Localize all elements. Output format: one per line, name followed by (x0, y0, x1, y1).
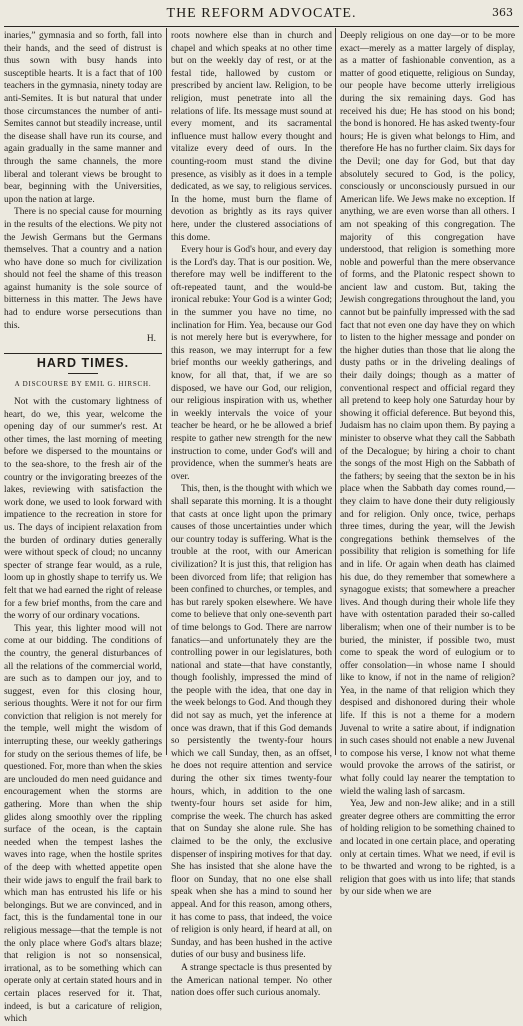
section-divider (4, 353, 162, 354)
column-divider (166, 28, 167, 755)
article-paragraph: inaries,” gymnasia and so forth, fall into their hands, and the seed of distrust is thus sown with busy hands into susceptible hearts. It is a fact that of 100 teachers in the gymnasia, ninety today are anti-Semites. It is but natural that under those circumstances the number of anti-Semites cannot but steadily increase, until the disease shall have run its course, and again gradually in the same manner and through the same channels, the more liberal and tolerant views be brought to bear, beginning with the Universities, upon the nation at large. (4, 31, 162, 205)
column-divider (335, 28, 336, 755)
article-headline: HARD TIMES. (36, 355, 130, 370)
article-paragraph: A strange spectacle is thus presented by the American national temper. No other nation does offer such curious anomaly. (171, 962, 332, 999)
article-paragraph: This year, this lighter mood will not come at our bidding. The conditions of the country, the general disturbances of all the relations of the commercial world, are such as to dampen our joy, and to suggest, even for this closing hour, serious thoughts. Were it not for our firm conviction that religion is not merely for the temple, well might the wisdom of interrupting these, our weekly gatherings for study on the serious themes of life, be questioned. For, more than when the skies are unclouded do men need guidance and encouragement when the storms are gathering. More than when the ship glides along smoothly over the rippling surface of the ocean, is the captain needed when the tempest lashes the waves into rage, when the hostile sprites of the deep with whetted appetite open their wide jaws to engulf the frail bark to which man has entrusted his life or his belongings. But we are convinced, and in fact, this is the fundamental tone in our religious message—that the temple is not the only place where God's altars blaze; that religion is not so nonsensical, irrational, as to be something which can operate only at certain stated hours and in certain places reserved for it. That, indeed, is but a caricature of religion, which (4, 623, 162, 1025)
article-paragraph: Yea, Jew and non-Jew alike; and in a still greater degree others are committing the error of holding religion to be something chained to and located in one certain place, and operating only at certain times. What we need, if evil is to be thwarted and wrong to be righted, is a religion that goes with us into life; that stands by our side when we are (340, 799, 515, 898)
article-paragraph: Deeply religious on one day—or to be more exact—merely as a matter largely of display, as a matter of fashionable convention, as a matter of good etiquette, religious on Sunday, our people have become utterly irreligious during the six remaining days. God has received his due; He has stood on his bond; the bond is honored. He has asked twenty-four hours; He is given what belongs to Him, and therefore He has no further claim. Six days for the Devil; one day for God, but that day absolutely secured to God, is the policy, consciously or unconsciously pursued in our American life. We Jews make no exception. If anything, we are even worse than all others. I am not speaking of this congregation. The majority of this congregation have understood, that religion is something more noble and powerful than the mere observance of forms, and the Platonic respect shown to ancient law and custom. But, taking the Jewish congregations throughout the land, you cannot but be painfully impressed with the sad fact that not even one day have they on which to listen to the higher message and ponder on the higher duties than those that lie along the dusty paths or in the driveling dealings of their daily doings; though as a matter of conventional respect and official regard they all pretend to keep holy one Saturday hour by showing it official deference. But beyond this, Judaism has no claim upon them. By paying a minister to observe what they call the Sabbath of the Decalogue; by hiring a choir to chant the songs of the most High on the Sabbath of the fathers; by seeing that the sexton be in his place when the Sabbath day comes round,—they claim to have done their duty religiously and for religion. Only once, twice, perhaps three times, during the year, will the Jewish congregations bethink themselves of the possibility that religion is something for life and in life. Or again when death has claimed his due, do they remember that somewhere a synagogue exists; that somewhere a preacher lives. And though during their whole life they have with ostentation paraded their so-called liberalism; when one of their number is to be buried, the minister, if possible two, must come to speak the word of eulogium or to offer consolation—in whose name I should like to know, if not in the name of religion? Yea, in the name of that religion which they despised and dishonored during their whole life. If this is not a theme for a modern Juvenal to write a satire about, if indignation in such cases should not enable a new Juvenal to compose his verse, I know not what theme would provoke the arrows of the satirist, or what folly could lay nearer the temptation to wield the waling lash of sarcasm. (340, 31, 515, 797)
article-paragraph: Not with the customary lightness of heart, do we, this year, welcome the opening day of our summer's rest. At other times, the last morning of meeting before we dispersed to the mountains or to the sea-shore, to the fresh air of the country or the invigorating breezes of the lakes, reviewing with satisfaction the work done, we used to look forward with impatience to the recreation in store for us. The days of incipient relaxation from the burden of ordinary duties generally were without speck of cloud; no uncanny specter of strange fear would, as a rule, loom up in ghostly shape to terrify us. We felt that we had earned the right of release for a few brief months, from the care and the worry of our ordinary vocations. (4, 397, 162, 622)
column-1 (4, 30, 162, 1026)
masthead-title: THE REFORM ADVOCATE. (166, 6, 357, 21)
column-3 (340, 30, 515, 899)
page-number: 363 (492, 6, 513, 19)
article-paragraph: This, then, is the thought with which we shall separate this morning. It is a thought that casts at once light upon the primary causes of those uncertainties under which our country today is suffering. What is the trouble at the root, with our American civilization? It is just this, that religion has been divorced from life; that religion has been confined to churches, or temples, and has but rarely spoken elsewhere. We have come to believe that only one-seventh part of time belongs to God. There are narrow fanatics—and unfortunately they are the controlling power in our legislatures, both national and state—that have constantly, though foolishly, impressed the mind of the people with the idea, that one day in the week belongs to God. And though they did not say as much, yet the inference at once was drawn, that if this God demands so persistently the twenty-four hours which we call Sunday, then, as an offset, he does not require attention and service during the other six times twenty-four hours, which, in addition to the one twenty-four hours set aside for him, comprise the week. The church has asked that on Sunday she alone rule. She has claimed to be the only, the exclusive dispenser of inspiring motives for that day. She has insisted that she alone have the floor on Sunday, that no one else shall speak when she has a mind to sound her appeal. And for this reason, among others, it has come to pass, that indeed, the voice of religion is only heard, if heard at all, on Sunday, and has been hushed in the active duties of our busy and business life. (171, 484, 332, 961)
header-rule (4, 26, 519, 27)
author-signature: H. (146, 334, 156, 345)
article-paragraph: Every hour is God's hour, and every day is the Lord's day. That is our position. We, therefore may well be indifferent to the oft-repeated taunt, and the would-be ironical rebuke: Your God is a winter God; in the summer you have no time, no inclination for Him. Yea, because our God is not merely here but is everywhere, for this reason, we may interrupt for a few brief months our weekly gatherings, and know, for all that, that, if we are so disposed, we have our God, our religion, our religious inspiration with us, whether in weekly intervals the voice of your teacher be heard, or he be allowed a brief respite to gather new strength for the new instruction to come, under God's will and providence, when the summer's heats are over. (171, 245, 332, 482)
article-paragraph: roots nowhere else than in church and chapel and which speaks at no other time but on the weekly day of rest, or at the festal tide, hallowed by custom or prescribed by ancient law. Religion, to be religion, must penetrate into all the relations of life. Its message must sound at every moment, and its sacramental influence must hallow every thought and vitalize every deed of ours. In the counting-room must stand the divine presence, as visibly as it does in a temple dedicated, as we say, to religious services. In the home, must burn the flame of devotion as brightly as its rays quiver here, under the clustered associations of this dome. (171, 31, 332, 243)
headline-rule (68, 373, 98, 374)
article-byline: A DISCOURSE BY EMIL G. HIRSCH. (14, 380, 152, 389)
article-paragraph: There is no special cause for mourning in the results of the elections. We pity not the Jewish Germans but the Germans themselves. That a country and a nation who have done so much for civilization should not feel the shame of this treason against humanity is the sole source of bitterness in this matter. The Jews have had to endure worse persecutions than this. (4, 207, 162, 331)
page-header (0, 4, 523, 28)
column-2 (171, 30, 332, 1000)
